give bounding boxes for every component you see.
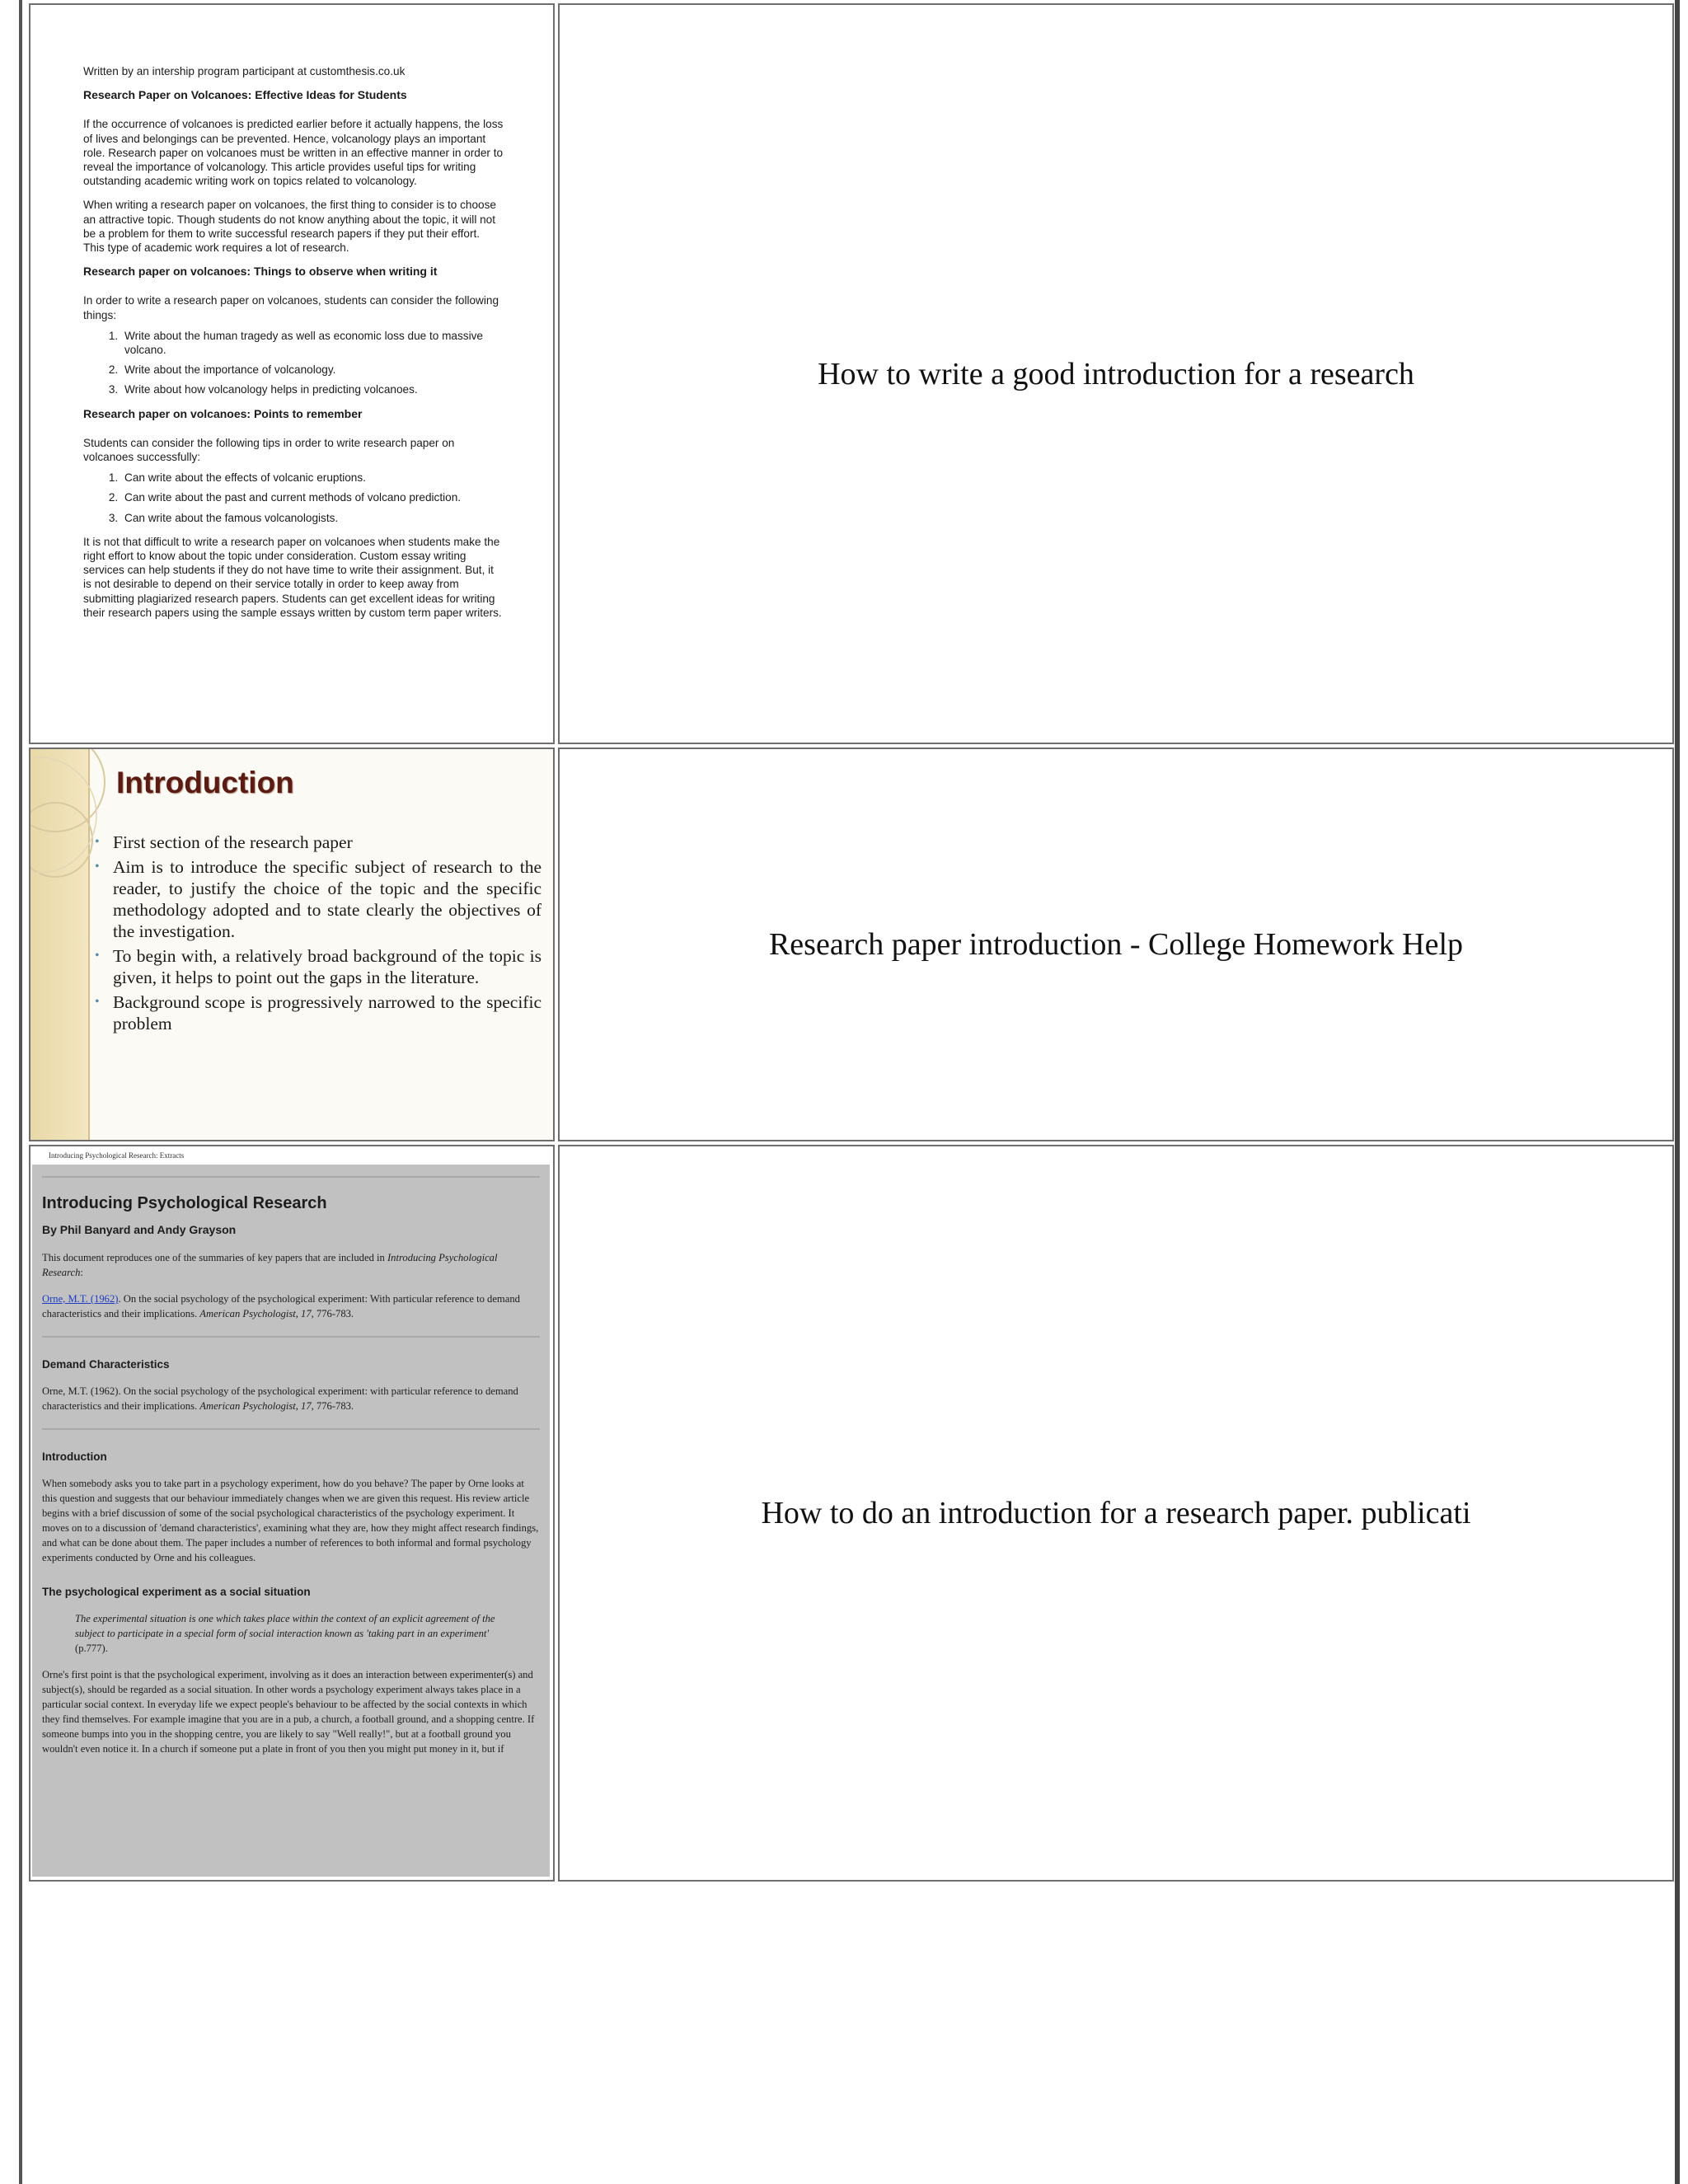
reference-link[interactable]: Orne, M.T. (1962) [42, 1293, 119, 1305]
doc-quote [75, 1611, 507, 1656]
grid-row [29, 3, 1674, 744]
bullet-text: To begin with, a relatively broad background of the topic is given, it helps to point out the gaps in the literature. [113, 946, 542, 987]
quote-text: The experimental situation is one which takes place within the context of an explicit agreement of the subject to participate in a special form of social interaction known as 'taking part in an experiment' [75, 1613, 495, 1639]
result-caption[interactable]: How to do an introduction for a research paper. publicati [761, 1496, 1471, 1530]
doc-section-heading: The psychological experiment as a social situation [42, 1586, 311, 1598]
list-item: 3. Can write about the famous volcanologists. [121, 511, 504, 525]
article-paragraph: It is not that difficult to write a research paper on volcanoes when students make the right effort to know about the topic under consideration. Custom essay writing services can help students if they do not have time to write their assignment. But, it is not desirable to depend on their service totally in order to keep away from submitting plagiarized research papers. Students can get excellent ideas for writing their research papers using the sample essays written by custom term paper writers. [83, 535, 502, 619]
slide-bullet [95, 856, 542, 942]
doc-section-heading: Introduction [42, 1451, 107, 1463]
bullet-text: Background scope is progressively narrowed to the specific problem [113, 992, 542, 1033]
divider [42, 1336, 540, 1338]
text-run: : [80, 1267, 83, 1278]
doc-paragraph [42, 1250, 540, 1280]
doc-section-heading: Demand Characteristics [42, 1358, 170, 1371]
article-heading: Research paper on volcanoes: Points to remember [83, 406, 363, 420]
result-caption[interactable]: Research paper introduction - College Homework Help [768, 927, 1464, 962]
article-paragraph: If the occurrence of volcanoes is predicted earlier before it actually happens, the loss of lives and belongings can be prevented. Hence, volcanology plays an important role. Research paper on volcanoes must be written in an effective manner in order to reveal the importance of volcanology. This article provides useful tips for writing outstanding academic writing work on topics related to volcanology. [83, 118, 504, 188]
divider [42, 1176, 540, 1178]
caption-cell[interactable] [558, 3, 1674, 744]
slide-title: Introduction [116, 766, 294, 799]
text-run: . On the social psychology of the psychological experiment: With particular reference to demand characteristics and their implications. [42, 1293, 520, 1319]
volcano-article-thumbnail[interactable] [30, 5, 553, 743]
book-title: Introducing Psychological Research [42, 1252, 498, 1278]
journal-name: American Psychologist, 17 [199, 1400, 312, 1412]
thumbnail-cell[interactable] [29, 3, 555, 744]
doc-authors: By Phil Banyard and Andy Grayson [42, 1223, 237, 1236]
list-item: 1. Can write about the effects of volcanic eruptions. [121, 471, 504, 485]
bullet-text: Aim is to introduce the specific subject of research to the reader, to justify the choice of the topic and the specific methodology adopted and to state clearly the objectives of the investigation. [113, 857, 542, 941]
thumbnail-cell[interactable] [29, 1145, 555, 1882]
slide-bullet [95, 945, 542, 988]
list-item: 2. Write about the importance of volcanology. [121, 363, 504, 377]
article-paragraph: When writing a research paper on volcanoes, the first thing to consider is to choose an attractive topic. Though students do not know anything about the topic, it will not be a problem for them to write successful research papers if they put their effort. This type of academic work requires a lot of research. [83, 199, 496, 255]
result-caption[interactable]: How to write a good introduction for a research [818, 356, 1414, 391]
bullet-icon: • [95, 860, 100, 874]
article-paragraph: In order to write a research paper on volcanoes, students can consider the following things: [83, 294, 499, 321]
page-frame-left [19, 0, 22, 2184]
thumbnail-cell[interactable] [29, 748, 555, 1141]
divider [42, 1428, 540, 1430]
doc-header-text: Introducing Psychological Research: Extracts [49, 1151, 185, 1160]
slide-bullet [95, 991, 542, 1034]
article-title: Research Paper on Volcanoes: Effective Ideas for Students [83, 88, 407, 102]
grid-row [29, 748, 1674, 1141]
list-item: 2. Can write about the past and current methods of volcano prediction. [121, 490, 504, 504]
doc-paragraph: Orne's first point is that the psychological experiment, involving as it does an interaction between experimenter(s) and subject(s), should be regarded as a social situation. In other words a psychology experiment always takes place in a particular social context. In everyday life we expect people's behaviour to be affected by the social contexts in which they find themselves. For example imagine that you are in a pub, a church, a football ground, and a shopping centre. If someone bumps into you in the shopping centre, you are likely to say "Well really!", but at a football ground you wouldn't even notice it. In a church if someone put a plate in front of you then you might put money in it, but if [42, 1669, 535, 1755]
grid-row [29, 1145, 1674, 1882]
doc-reference [42, 1291, 540, 1321]
text-run: , 776-783. [311, 1308, 354, 1319]
article-heading: Research paper on volcanoes: Things to observe when writing it [83, 265, 438, 279]
text-run: Orne, M.T. (1962). On the social psychology of the psychological experiment: with particular reference to demand characteristics and their implications. [42, 1385, 518, 1412]
list-item: 3. Write about how volcanology helps in predicting volcanoes. [121, 382, 504, 396]
quote-page: (p.777). [75, 1643, 108, 1654]
slide-bullet-list [90, 832, 542, 1038]
list-item: 1. Write about the human tragedy as well as economic loss due to massive volcano. [121, 329, 504, 357]
bullet-icon: • [95, 949, 100, 963]
article-credit: Written by an intership program participant at customthesis.co.uk [83, 65, 406, 77]
text-run: This document reproduces one of the summaries of key papers that are included in [42, 1252, 387, 1263]
caption-cell[interactable] [558, 748, 1674, 1141]
introduction-slide-thumbnail[interactable] [30, 749, 553, 1140]
caption-cell[interactable] [558, 1145, 1674, 1882]
results-grid [26, 0, 1677, 1885]
bullet-icon: • [95, 995, 100, 1009]
journal-name: American Psychologist, 17 [199, 1308, 312, 1319]
article-list [83, 329, 504, 397]
bullet-icon: • [95, 835, 100, 849]
text-run: , 776-783. [311, 1400, 354, 1412]
doc-content-area [32, 1165, 550, 1877]
psychology-paper-thumbnail[interactable] [30, 1146, 553, 1880]
doc-reference [42, 1384, 540, 1413]
bullet-text: First section of the research paper [113, 832, 353, 852]
doc-title: Introducing Psychological Research [42, 1194, 327, 1212]
article-paragraph: Students can consider the following tips in order to write research paper on volcanoes successfully: [83, 436, 455, 464]
doc-paragraph: When somebody asks you to take part in a psychology experiment, how do you behave? The paper by Orne looks at this question and suggests that our behaviour immediately changes when we are given this request. His review article begins with a brief discussion of some of the social psychological characteristics of the psychology experiment. It moves on to a discussion of 'demand characteristics', examining what they are, how they might affect research findings, and what can be done about them. The paper includes a number of references to both informal and formal psychology experiments conducted by Orne and his colleagues. [42, 1478, 539, 1563]
slide-bullet [95, 832, 542, 853]
article-list [83, 471, 504, 525]
